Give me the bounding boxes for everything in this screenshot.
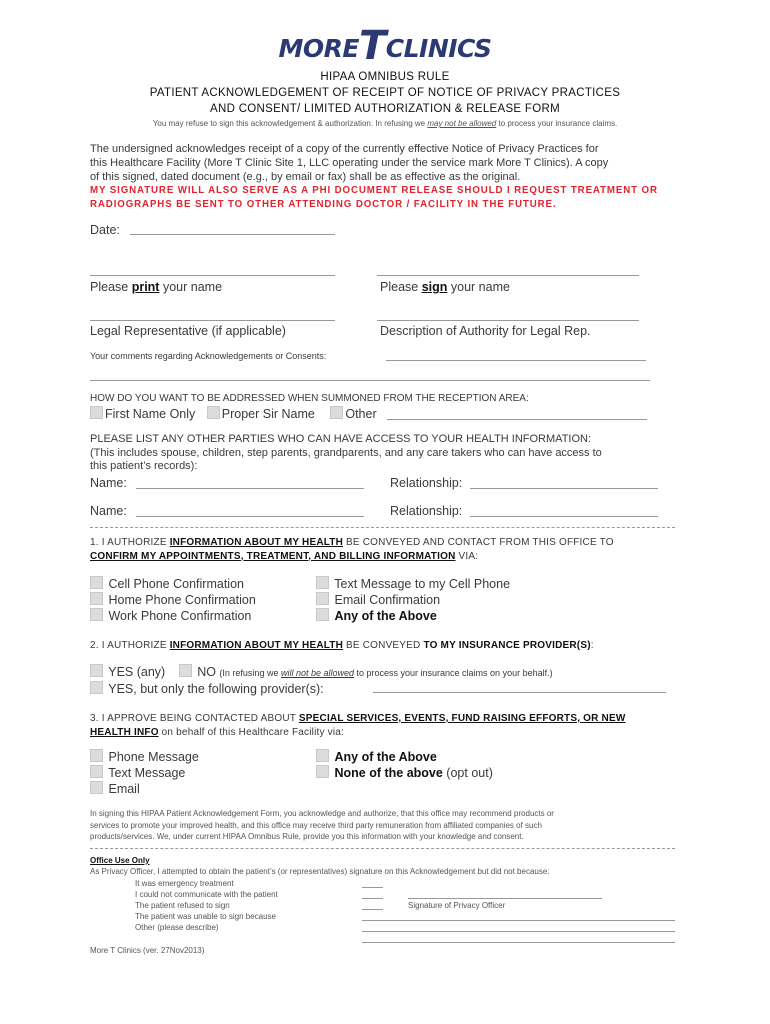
- address-question: HOW DO YOU WANT TO BE ADDRESSED WHEN SUMMONED FROM THE RECEPTION AREA:: [90, 393, 529, 404]
- sir-name-checkbox[interactable]: [207, 406, 220, 419]
- refusal-notice: You may refuse to sign this acknowledgement & authorization. In refusing we may not be allowed to process your insurance claims.: [152, 119, 618, 128]
- office-use-intro: As Privacy Officer, I attempted to obtain the patient’s (or representatives) signature on this Acknowledgement but did not because:: [90, 867, 550, 876]
- reason-check-2[interactable]: [362, 898, 383, 899]
- officer-signature-field[interactable]: [408, 898, 602, 899]
- parties-instructions: PLEASE LIST ANY OTHER PARTIES WHO CAN HAVE ACCESS TO YOUR HEALTH INFORMATION: (This includes spouse, children, step parents, grandparents, and any care takers who can have access to this patient’s records):: [90, 433, 602, 472]
- date-field[interactable]: [130, 234, 335, 235]
- section-1-options-left: Cell Phone Confirmation Home Phone Confirmation Work Phone Confirmation: [90, 576, 256, 624]
- form-heading-2: PATIENT ACKNOWLEDGEMENT OF RECEIPT OF NOTICE OF PRIVACY PRACTICES: [149, 87, 621, 99]
- acknowledgement-text: The undersigned acknowledges receipt of a copy of the currently effective Notice of Privacy Practices for this Healthcare Facility (More T Clinic Site 1, LLC operating under the service mark More T Clinics). A copy of this signed, dated document (e.g., by email or fax) shall be as effective as the original. MY SIGNATURE WILL ALSO SERVE AS A PHI DOCUMENT RELEASE SHOULD I REQUEST TREATMENT OR RADIOGRAPHS BE SENT TO OTHER ATTENDING DOCTOR / FACILITY IN THE FUTURE.: [90, 142, 680, 212]
- section-3-options-right: Any of the Above None of the above (opt out): [316, 749, 493, 781]
- section-3-options-left: Phone Message Text Message Email: [90, 749, 199, 797]
- divider-2: [90, 848, 675, 849]
- logo: MORETCLINICS: [278, 23, 492, 69]
- party-relationship-label-1: Relationship:: [390, 476, 463, 490]
- party-name-label-1: Name:: [90, 476, 127, 490]
- legal-rep-label: Legal Representative (if applicable): [90, 324, 286, 338]
- section-1-options-right: Text Message to my Cell Phone Email Confirmation Any of the Above: [316, 576, 510, 624]
- opt-out-checkbox[interactable]: [316, 765, 329, 778]
- sign-name-label: Please sign your name: [380, 280, 510, 294]
- email-checkbox[interactable]: [90, 781, 103, 794]
- any-above-checkbox-2[interactable]: [316, 749, 329, 762]
- other-reason-field[interactable]: [362, 931, 675, 932]
- phone-message-checkbox[interactable]: [90, 749, 103, 762]
- home-phone-checkbox[interactable]: [90, 592, 103, 605]
- divider: [90, 527, 675, 528]
- insurance-no-checkbox[interactable]: [179, 664, 192, 677]
- provider-field[interactable]: [373, 692, 666, 693]
- insurance-refusal-note: (In refusing we will not be allowed to process your insurance claims on your behalf.): [219, 668, 553, 678]
- party-relationship-label-2: Relationship:: [390, 504, 463, 518]
- cell-phone-checkbox[interactable]: [90, 576, 103, 589]
- other-address-field[interactable]: [387, 419, 647, 420]
- comments-label: Your comments regarding Acknowledgements or Consents:: [90, 351, 327, 361]
- signature-field[interactable]: [377, 275, 639, 276]
- comments-field[interactable]: [386, 360, 646, 361]
- insurance-yes-checkbox[interactable]: [90, 664, 103, 677]
- email-confirmation-checkbox[interactable]: [316, 592, 329, 605]
- version-footer: More T Clinics (ver. 27Nov2013): [90, 946, 205, 955]
- date-label: Date:: [90, 223, 120, 237]
- authority-field[interactable]: [377, 320, 639, 321]
- section-2-options: YES (any) NO (In refusing we will not be allowed to process your insurance claims on your behalf.) YES, but only the following provider(s):: [90, 664, 690, 697]
- other-reason-field-2[interactable]: [362, 942, 675, 943]
- other-checkbox[interactable]: [330, 406, 343, 419]
- form-heading-3: AND CONSENT/ LIMITED AUTHORIZATION & RELEASE FORM: [210, 103, 560, 115]
- work-phone-checkbox[interactable]: [90, 608, 103, 621]
- office-reasons: It was emergency treatment I could not communicate with the patient The patient refused to sign The patient was unable to sign because Other (please describe): [135, 879, 278, 932]
- party-relationship-field-2[interactable]: [470, 516, 658, 517]
- reason-check-1[interactable]: [362, 887, 383, 888]
- section-2-heading: 2. I AUTHORIZE INFORMATION ABOUT MY HEALTH BE CONVEYED TO MY INSURANCE PROVIDER(S):: [90, 640, 594, 651]
- insurance-yes-but-checkbox[interactable]: [90, 681, 103, 694]
- officer-signature-label: Signature of Privacy Officer: [408, 901, 506, 910]
- reason-check-3[interactable]: [362, 909, 383, 910]
- office-use-title: Office Use Only: [90, 856, 150, 865]
- legal-rep-field[interactable]: [90, 320, 335, 321]
- address-options: First Name Only Proper Sir Name Other: [90, 406, 377, 421]
- party-name-field-1[interactable]: [136, 488, 364, 489]
- closing-statement: In signing this HIPAA Patient Acknowledgement Form, you acknowledge and authorize, that this office may recommend products or services to promote your improved health, and this office may receive third party remuneration from affiliated companies of such products/services. We, under current HIPAA Omnibus Rule, provide you this information with your knowledge and consent.: [90, 809, 554, 841]
- section-3-heading: 3. I APPROVE BEING CONTACTED ABOUT SPECIAL SERVICES, EVENTS, FUND RAISING EFFORTS, OR NEW HEALTH INFO on behalf of this Healthcare Facility via:: [90, 713, 626, 738]
- print-name-label: Please print your name: [90, 280, 223, 294]
- text-message-checkbox-2[interactable]: [90, 765, 103, 778]
- text-message-checkbox[interactable]: [316, 576, 329, 589]
- phi-release-notice: MY SIGNATURE WILL ALSO SERVE AS A PHI DOCUMENT RELEASE SHOULD I REQUEST TREATMENT OR: [90, 185, 658, 196]
- print-name-field[interactable]: [90, 275, 335, 276]
- party-name-label-2: Name:: [90, 504, 127, 518]
- comments-field-line-2[interactable]: [90, 380, 650, 381]
- any-above-checkbox-1[interactable]: [316, 608, 329, 621]
- section-1-heading: 1. I AUTHORIZE INFORMATION ABOUT MY HEALTH BE CONVEYED AND CONTACT FROM THIS OFFICE TO CONFIRM MY APPOINTMENTS, TREATMENT, AND BILLING INFORMATION VIA:: [90, 537, 614, 562]
- authority-label: Description of Authority for Legal Rep.: [380, 324, 591, 338]
- unable-reason-field[interactable]: [362, 920, 675, 921]
- first-name-checkbox[interactable]: [90, 406, 103, 419]
- form-heading-1: HIPAA OMNIBUS RULE: [320, 71, 450, 83]
- party-relationship-field-1[interactable]: [470, 488, 658, 489]
- party-name-field-2[interactable]: [136, 516, 364, 517]
